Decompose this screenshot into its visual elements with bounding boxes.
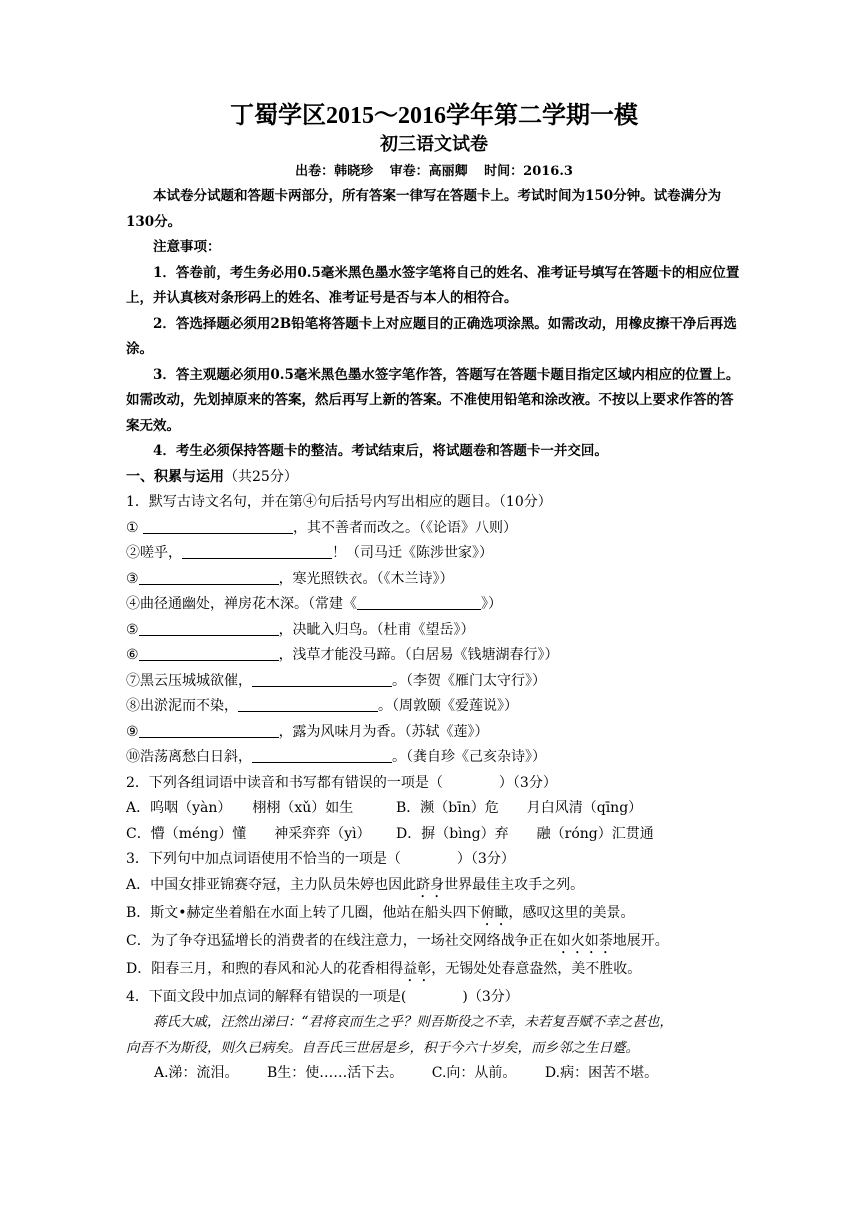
q3-option-d — [126, 957, 742, 985]
exam-title: 丁蜀学区2015～2016学年第二学期一模 — [230, 103, 638, 129]
q1-line-6-post: ，浅草才能没马蹄。（白居易《钱塘湖春行》） — [278, 647, 559, 663]
q3-b-pre: B．斯文•赫定坐着船在水面上转了几圈，他站在船头四下 — [126, 904, 481, 921]
q1-line-4-post: 》） — [481, 596, 502, 612]
q1-line-9-post: ，露为风味月为香。（苏轼《莲》） — [278, 723, 489, 740]
section-1-title: 一、积累与运用 — [126, 468, 224, 485]
q4-stem: 4．下面文段中加点词的解释有错误的一项是( )（3分） — [126, 988, 519, 1005]
q3-a-dotted-word: 跻身 — [416, 876, 445, 893]
q3-b-dotted-word: 俯瞰 — [480, 904, 509, 921]
q4-passage-line-1: 蒋氏大戚，汪然出涕曰：“君将哀而生之乎？则吾斯役之不幸，未若复吾赋不幸之甚也， — [153, 1014, 673, 1030]
q1-line-7 — [126, 669, 742, 695]
q1-line-2-pre: ②嗟乎， — [126, 545, 182, 561]
q3-option-a — [126, 873, 742, 901]
q3-option-b — [126, 901, 742, 929]
q1-line-6-pre: ⑥ — [126, 647, 139, 663]
q4-passage-line-2: 向吾不为斯役，则久已病矣。自吾氏三世居是乡，积于今六十岁矣，而乡邻之生日蹙。 — [126, 1039, 639, 1056]
q3-c-dotted-word: 如火如荼 — [556, 932, 613, 949]
q1-line-2 — [126, 541, 742, 567]
answer-blank[interactable] — [139, 570, 279, 585]
exam-subtitle: 初三语文试卷 — [380, 134, 488, 155]
q3-a-post: 世界最佳主攻手之列。 — [444, 876, 585, 893]
answer-blank[interactable] — [143, 519, 293, 534]
q1-line-10-post: 。（龚自珍《己亥杂诗》） — [392, 749, 546, 765]
q1-line-4 — [126, 592, 742, 618]
q1-line-5 — [126, 618, 742, 644]
q4-option-c: C.向：从前。 — [431, 1065, 517, 1081]
q1-line-10-pre: ⑩浩荡离愁白日斜， — [126, 749, 252, 765]
answer-blank[interactable] — [139, 723, 279, 738]
section-1-heading — [126, 465, 742, 491]
notice-item-2: 2．答选择题必须用2B铅笔将答题卡上对应题目的正确选项涂黑。如需改动，用橡皮擦干净后再选涂。 — [126, 315, 737, 357]
q4-option-b: B生：使……活下去。 — [267, 1065, 404, 1081]
instructions-intro: 本试卷分试题和答题卡两部分，所有答案一律写在答题卡上。考试时间为150分钟。试卷满分为130分。 — [126, 188, 722, 230]
q1-line-3-pre: ③ — [126, 570, 139, 587]
section-1-score: （共25分） — [224, 468, 298, 485]
q1-line-8-pre: ⑧出淤泥而不染， — [126, 698, 238, 714]
q3-d-dotted-word: 益彰 — [403, 960, 432, 977]
q1-line-7-pre: ⑦黑云压城城欲催， — [126, 672, 252, 689]
notice-item-3: 3．答主观题必须用0.5毫米黑色墨水签字笔作答，答题写在答题卡题目指定区域内相应的位置上。如需改动，先划掉原来的答案，然后再写上新的答案。不准使用铅笔和涂改液。不按以上要求作答的答案无效。 — [126, 366, 740, 434]
q2-row-1 — [126, 796, 742, 822]
q4-choices — [126, 1061, 742, 1087]
q1-line-1 — [126, 516, 742, 542]
q1-line-7-post: 。（李贺《雁门太守行》） — [392, 672, 546, 689]
q4-option-a: A.涕：流泪。 — [154, 1065, 239, 1081]
q1-line-10 — [126, 745, 742, 771]
q1-line-3-post: ，寒光照铁衣。（《木兰诗》） — [278, 570, 454, 587]
notice-title: 注意事项： — [153, 239, 221, 255]
q1-stem: 1．默写古诗文名句，并在第④句后括号内写出相应的题目。（10分） — [126, 494, 552, 510]
answer-blank[interactable] — [252, 748, 392, 763]
q3-d-pre: D．阳春三月，和煦的春风和沁人的花香相得 — [126, 960, 404, 977]
answer-blank[interactable] — [252, 672, 392, 687]
notice-item-1: 1．答卷前，考生务必用0.5毫米黑色墨水签字笔将自己的姓名、准考证号填写在答题卡的相应位置上，并认真核对条形码上的姓名、准考证号是否与本人的相符合。 — [126, 264, 740, 306]
notice-item-4: 4．考生必须保持答题卡的整洁。考试结束后，将试题卷和答题卡一并交回。 — [153, 443, 608, 459]
q1-line-3 — [126, 567, 742, 593]
q2-option-c: C．懵（méng）懂 神采弈弈（yì） — [126, 825, 371, 842]
q1-line-1-pre: ① — [126, 519, 144, 536]
q1-line-2-post: ！（司马迁《陈涉世家》） — [332, 545, 493, 561]
answer-blank[interactable] — [182, 544, 332, 559]
q1-line-8-post: 。（周敦颐《爱莲说》） — [378, 698, 518, 714]
q2-stem: 2．下列各组词语中读音和书写都有错误的一项是（ ）（3分） — [126, 774, 557, 791]
q1-line-5-post: ，决眦入归鸟。（杜甫《望岳》） — [278, 621, 475, 638]
q3-c-pre: C．为了争夺迅猛增长的消费者的在线注意力，一场社交网络战争正在 — [126, 932, 557, 949]
q1-line-1-post: ，其不善者而改之。（《论语》八则） — [293, 519, 518, 536]
reviewer: 审卷：高丽卿 — [389, 164, 468, 179]
exam-time: 时间：2016.3 — [484, 164, 573, 179]
q1-line-9-pre: ⑨ — [126, 723, 139, 740]
q3-d-post: ，无锡处处春意盎然，美不胜收。 — [431, 960, 642, 977]
q4-option-d: D.病：困苦不堪。 — [544, 1065, 659, 1081]
q2-option-d: D．摒（bìng）弃 融（róng）汇贯通 — [396, 825, 654, 842]
q1-line-9 — [126, 720, 742, 746]
q3-a-pre: A．中国女排亚锦赛夺冠，主力队员朱婷也因此 — [126, 876, 417, 893]
q1-line-8 — [126, 694, 742, 720]
instructions — [126, 184, 742, 465]
q3-b-post: ，感叹这里的美景。 — [508, 904, 635, 921]
q2-option-a: A．呜咽（yàn） 栩栩（xǔ）如生 — [126, 800, 354, 816]
q3-option-c — [126, 929, 742, 957]
q3-c-post: 地展开。 — [612, 932, 669, 949]
answer-blank[interactable] — [238, 697, 378, 712]
q2-row-2 — [126, 822, 742, 848]
q1-line-6 — [126, 643, 742, 669]
q1-line-5-pre: ⑤ — [126, 621, 139, 638]
setter: 出卷：韩晓珍 — [295, 164, 374, 179]
answer-blank[interactable] — [139, 621, 279, 636]
q1-line-4-pre: ④曲径通幽处，禅房花木深。（常建《 — [126, 596, 357, 612]
q3-stem: 3．下列句中加点词语使用不恰当的一项是（ ）（3分） — [126, 851, 515, 867]
answer-blank[interactable] — [139, 646, 279, 661]
exam-meta — [126, 160, 742, 184]
q2-option-b: B．濒（bīn）危 月白风清（qīng） — [396, 800, 643, 816]
answer-blank[interactable] — [357, 595, 481, 610]
